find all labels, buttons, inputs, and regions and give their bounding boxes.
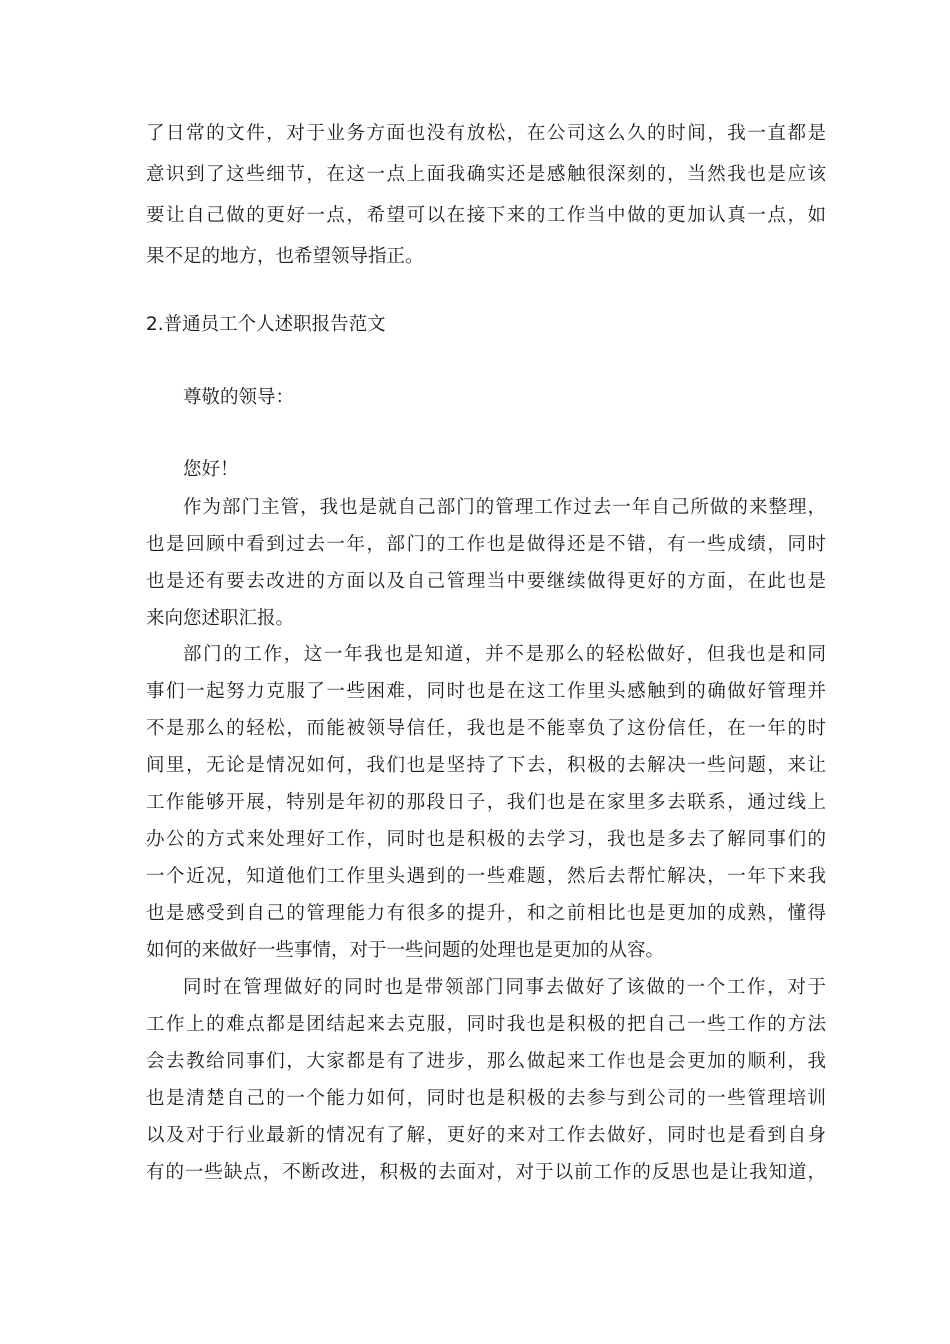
section-heading: 2.普通员工个人述职报告范文 [146, 314, 386, 335]
salutation: 尊敬的领导： [183, 387, 295, 408]
paragraph-line: 工作上的难点都是团结起来去克服，同时我也是积极的把自己一些工作的方法 [146, 1014, 826, 1035]
paragraph-line: 也是还有要去改进的方面以及自己管理当中要继续做得更好的方面，在此也是 [146, 571, 826, 592]
body-text-line: 果不足的地方，也希望领导指正。 [146, 246, 424, 267]
paragraph-line: 来向您述职汇报。 [146, 608, 295, 629]
paragraph-line: 有的一些缺点，不断改进，积极的去面对，对于以前工作的反思也是让我知道， [146, 1162, 826, 1183]
paragraph-line: 部门的工作，这一年我也是知道，并不是那么的轻松做好，但我也是和同 [183, 644, 826, 665]
paragraph-line: 如何的来做好一些事情，对于一些问题的处理也是更加的从容。 [146, 940, 665, 961]
paragraph-line: 也是清楚自己的一个能力如何，同时也是积极的去参与到公司的一些管理培训 [146, 1088, 826, 1109]
paragraph-line: 作为部门主管，我也是就自己部门的管理工作过去一年自己所做的来整理， [183, 497, 826, 518]
paragraph-line: 也是回顾中看到过去一年，部门的工作也是做得还是不错，有一些成绩，同时 [146, 534, 826, 555]
body-text-line: 了日常的文件，对于业务方面也没有放松，在公司这么久的时间，我一直都是 [146, 123, 826, 144]
paragraph-line: 同时在管理做好的同时也是带领部门同事去做好了该做的一个工作，对于 [183, 977, 826, 998]
greeting: 您好！ [183, 459, 239, 480]
paragraph-line: 以及对于行业最新的情况有了解，更好的来对工作去做好，同时也是看到自身 [146, 1125, 826, 1146]
paragraph-line: 会去教给同事们，大家都是有了进步，那么做起来工作也是会更加的顺利，我 [146, 1051, 826, 1072]
paragraph-line: 事们一起努力克服了一些困难，同时也是在这工作里头感触到的确做好管理并 [146, 681, 826, 702]
paragraph-line: 一个近况，知道他们工作里头遇到的一些难题，然后去帮忙解决，一年下来我 [146, 866, 826, 887]
paragraph-line: 不是那么的轻松，而能被领导信任，我也是不能辜负了这份信任，在一年的时 [146, 718, 826, 739]
paragraph-line: 工作能够开展，特别是年初的那段日子，我们也是在家里多去联系，通过线上 [146, 792, 826, 813]
body-text-line: 意识到了这些细节，在这一点上面我确实还是感触很深刻的，当然我也是应该 [146, 164, 826, 185]
paragraph-line: 办公的方式来处理好工作，同时也是积极的去学习，我也是多去了解同事们的 [146, 829, 826, 850]
body-text-line: 要让自己做的更好一点，希望可以在接下来的工作当中做的更加认真一点，如 [146, 205, 826, 226]
paragraph-line: 也是感受到自己的管理能力有很多的提升，和之前相比也是更加的成熟，懂得 [146, 903, 826, 924]
paragraph-line: 间里，无论是情况如何，我们也是坚持了下去，积极的去解决一些问题，来让 [146, 755, 826, 776]
